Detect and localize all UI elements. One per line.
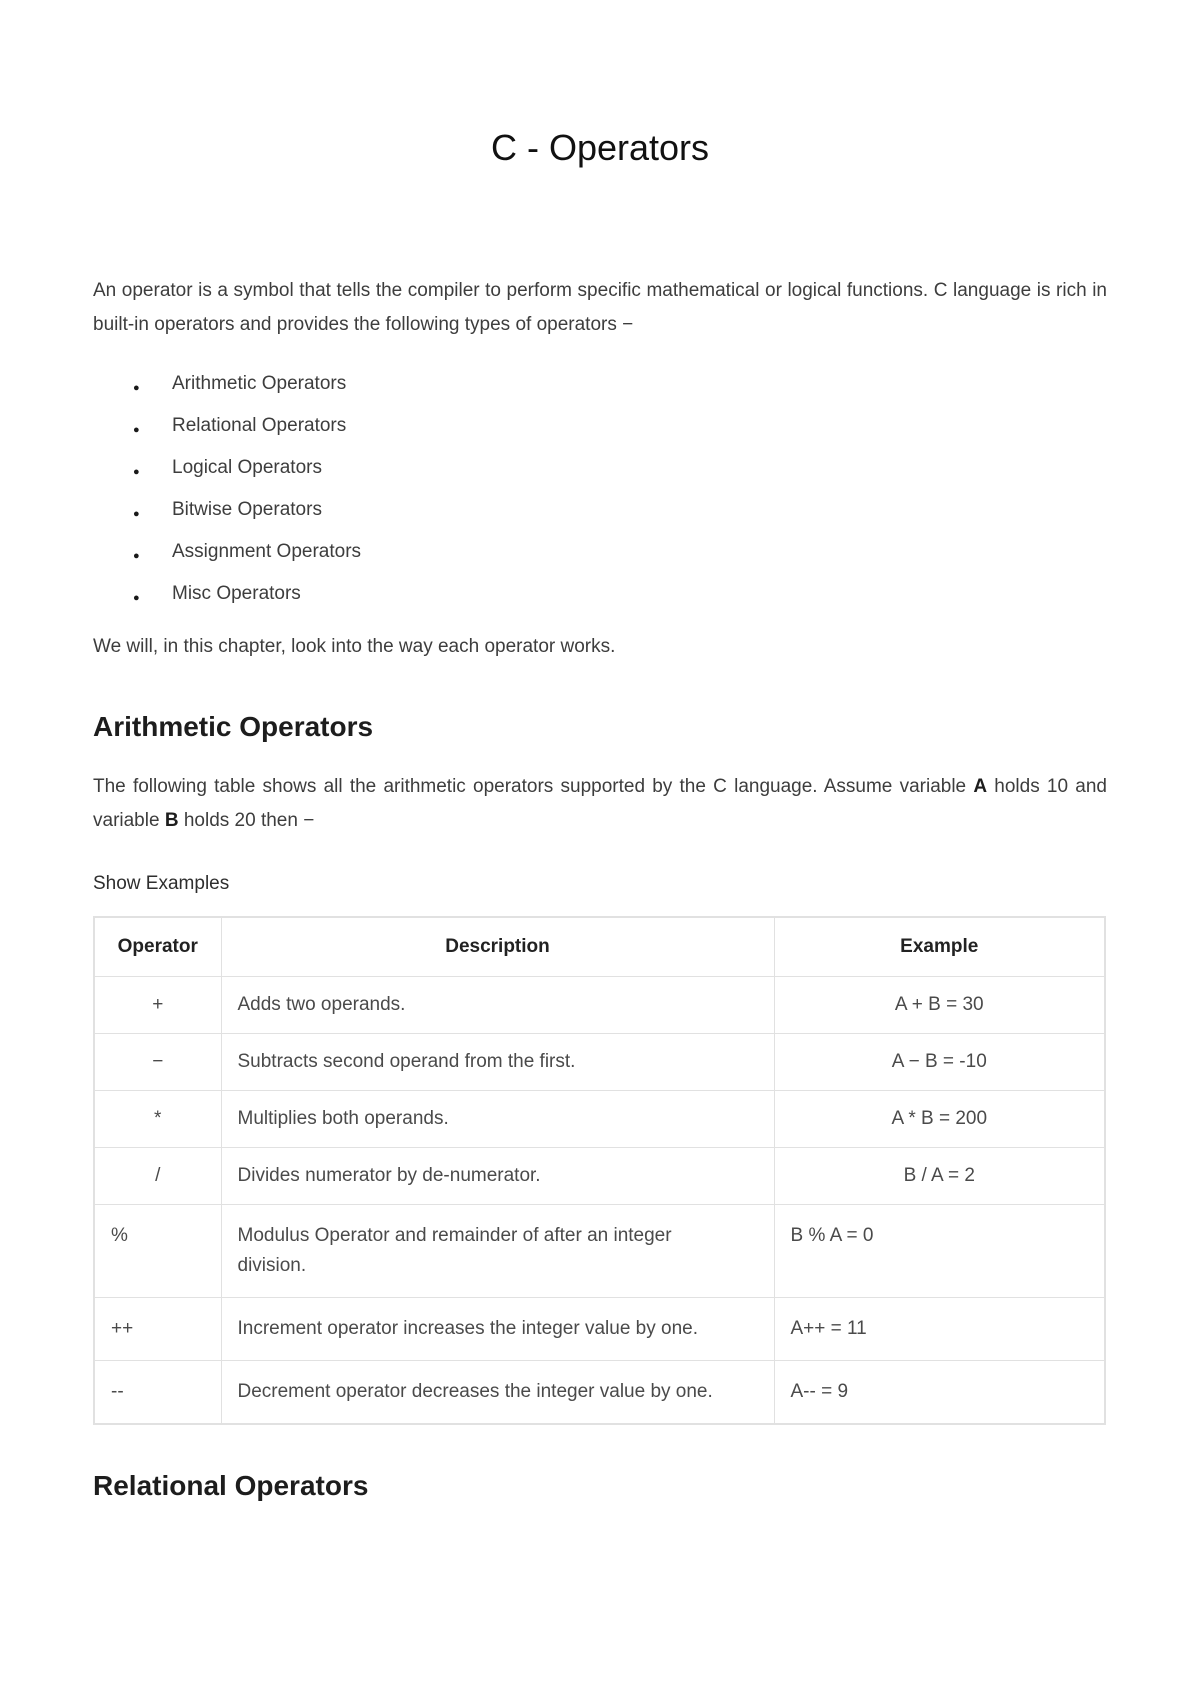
example-cell: A-- = 9 bbox=[774, 1361, 1105, 1425]
bullet-icon: ● bbox=[133, 382, 140, 394]
chapter-note: We will, in this chapter, look into the way each operator works. bbox=[93, 636, 616, 657]
bullet-icon: ● bbox=[133, 508, 140, 520]
example-cell: A * B = 200 bbox=[774, 1091, 1105, 1148]
variable-b: B bbox=[164, 810, 179, 831]
variable-a: A bbox=[973, 776, 988, 797]
section-heading-arithmetic: Arithmetic Operators bbox=[93, 711, 374, 742]
table-row bbox=[94, 977, 1105, 1034]
list-item-label: Misc Operators bbox=[172, 583, 301, 604]
table-header-row bbox=[94, 917, 1105, 977]
table-row bbox=[94, 1361, 1105, 1425]
column-header-example: Example bbox=[774, 917, 1105, 977]
arithmetic-intro-paragraph bbox=[93, 770, 1107, 838]
operator-cell: + bbox=[94, 977, 221, 1034]
example-cell: B / A = 2 bbox=[774, 1148, 1105, 1205]
operator-types-list bbox=[93, 372, 1107, 606]
page-title: C - Operators bbox=[490, 127, 710, 168]
bullet-icon: ● bbox=[133, 424, 140, 436]
description-cell: Divides numerator by de-numerator. bbox=[221, 1148, 774, 1205]
section-heading-relational: Relational Operators bbox=[93, 1470, 369, 1501]
list-item-label: Assignment Operators bbox=[172, 541, 362, 562]
bullet-icon: ● bbox=[133, 466, 140, 478]
show-examples-link[interactable]: Show Examples bbox=[93, 873, 230, 894]
example-cell: A − B = -10 bbox=[774, 1034, 1105, 1091]
bullet-icon: ● bbox=[133, 592, 140, 604]
assume-text: holds 10 and variable bbox=[93, 776, 1107, 831]
list-item-label: Arithmetic Operators bbox=[172, 373, 347, 394]
table-row bbox=[94, 1205, 1105, 1298]
example-cell: B % A = 0 bbox=[774, 1205, 1105, 1298]
table-row bbox=[94, 1034, 1105, 1091]
assume-text: The following table shows all the arithmetic operators supported by the C language. Assume variable bbox=[93, 776, 974, 797]
description-cell: Decrement operator decreases the integer value by one. bbox=[221, 1361, 774, 1425]
column-header-operator: Operator bbox=[94, 917, 221, 977]
example-cell: A++ = 11 bbox=[774, 1298, 1105, 1361]
operator-cell: -- bbox=[94, 1361, 221, 1425]
operator-cell: / bbox=[94, 1148, 221, 1205]
list-item bbox=[93, 540, 1107, 564]
table-row bbox=[94, 1298, 1105, 1361]
arithmetic-operators-table bbox=[93, 916, 1106, 1425]
list-item-label: Bitwise Operators bbox=[172, 499, 322, 520]
table-row bbox=[94, 1148, 1105, 1205]
description-cell: Modulus Operator and remainder of after an integer division. bbox=[221, 1205, 774, 1298]
column-header-description: Description bbox=[221, 917, 774, 977]
description-cell: Adds two operands. bbox=[221, 977, 774, 1034]
list-item-label: Logical Operators bbox=[172, 457, 322, 478]
list-item bbox=[93, 498, 1107, 522]
table-row bbox=[94, 1091, 1105, 1148]
operator-cell: − bbox=[94, 1034, 221, 1091]
description-cell: Increment operator increases the integer value by one. bbox=[221, 1298, 774, 1361]
list-item bbox=[93, 456, 1107, 480]
assume-text: holds 20 then − bbox=[178, 810, 315, 831]
description-cell: Multiplies both operands. bbox=[221, 1091, 774, 1148]
operator-cell: * bbox=[94, 1091, 221, 1148]
list-item bbox=[93, 582, 1107, 606]
operator-cell: % bbox=[94, 1205, 221, 1298]
bullet-icon: ● bbox=[133, 550, 140, 562]
list-item bbox=[93, 414, 1107, 438]
list-item bbox=[93, 372, 1107, 396]
intro-paragraph: An operator is a symbol that tells the compiler to perform specific mathematical or logical functions. C language is rich in built-in operators and provides the following types of operators − bbox=[93, 280, 1107, 335]
list-item-label: Relational Operators bbox=[172, 415, 347, 436]
example-cell: A + B = 30 bbox=[774, 977, 1105, 1034]
operator-cell: ++ bbox=[94, 1298, 221, 1361]
description-cell: Subtracts second operand from the first. bbox=[221, 1034, 774, 1091]
